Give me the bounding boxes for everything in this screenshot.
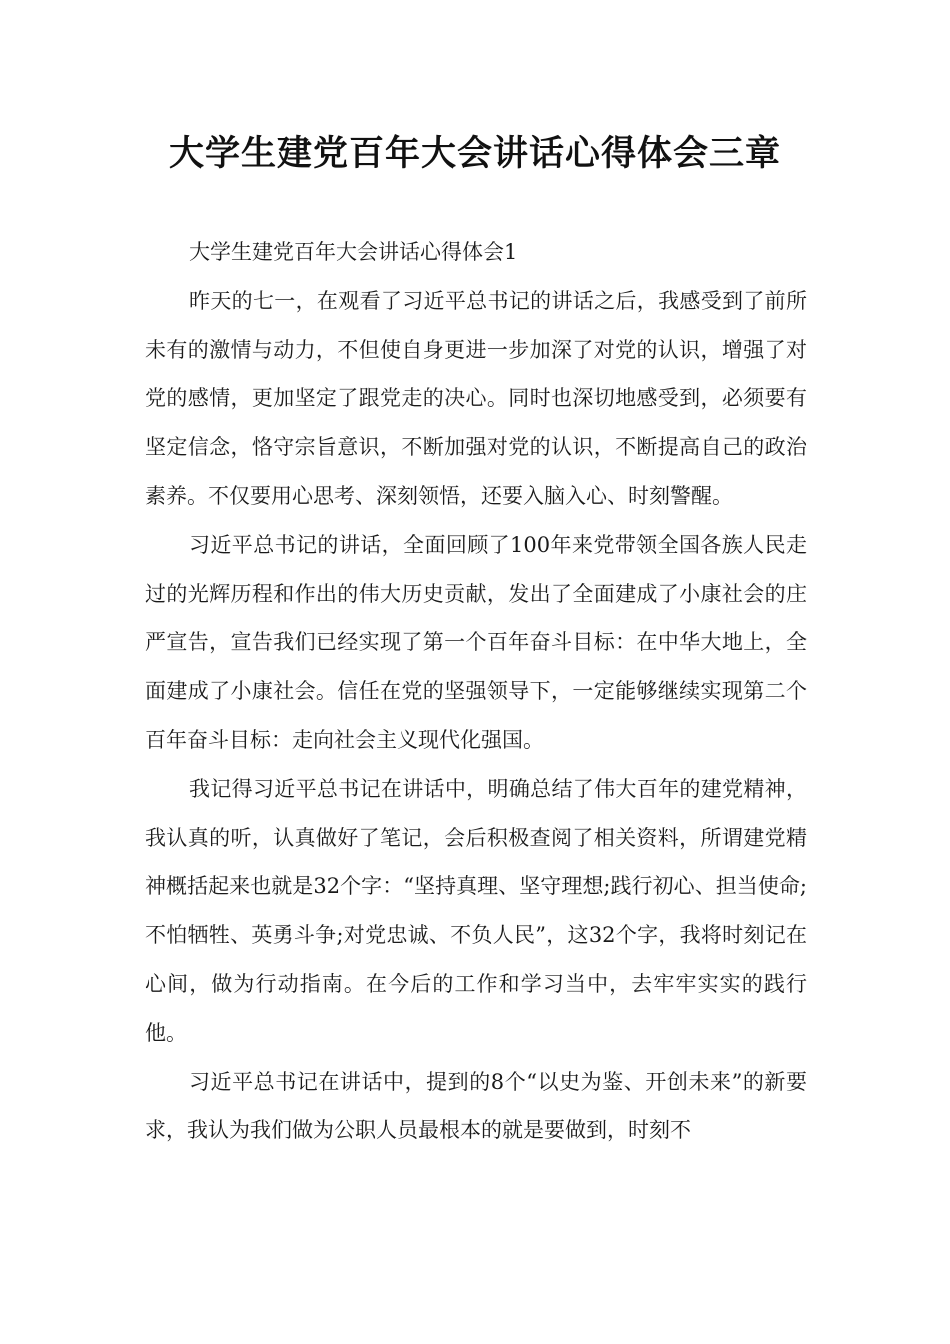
paragraph-2: 习近平总书记的讲话，全面回顾了100年来党带领全国各族人民走过的光辉历程和作出的伟大历史贡献，发出了全面建成了小康社会的庄严宣告，宣告我们已经实现了第一个百年奋斗目标：在中华大地上，全面建成了小康社会。信任在党的坚强领导下，一定能够继续实现第二个百年奋斗目标：走向社会主义现代化强国。 [145, 532, 807, 752]
section-heading: 大学生建党百年大会讲话心得体会1 [189, 240, 518, 264]
paragraph-1: 昨天的七一，在观看了习近平总书记的讲话之后，我感受到了前所未有的激情与动力，不但使自身更进一步加深了对党的认识，增强了对党的感情，更加坚定了跟党走的决心。同时也深切地感受到，必须要有坚定信念，恪守宗旨意识，不断加强对党的认识，不断提高自己的政治素养。不仅要用心思考、深刻领悟，还要入脑入心、时刻警醒。 [145, 288, 807, 508]
document-title: 大学生建党百年大会讲话心得体会三章 [168, 134, 781, 174]
paragraph-3: 我记得习近平总书记在讲话中，明确总结了伟大百年的建党精神，我认真的听，认真做好了笔记，会后积极查阅了相关资料，所谓建党精神概括起来也就是32个字：“坚持真理、坚守理想;践行初心、担当使命;不怕牺牲、英勇斗争;对党忠诚、不负人民”，这32个字，我将时刻记在心间，做为行动指南。在今后的工作和学习当中，去牢牢实实的践行他。 [145, 776, 807, 1045]
paragraph-4: 习近平总书记在讲话中，提到的8个“以史为鉴、开创未来”的新要求，我认为我们做为公职人员最根本的就是要做到，时刻不 [145, 1069, 807, 1143]
document-body [145, 228, 807, 1155]
